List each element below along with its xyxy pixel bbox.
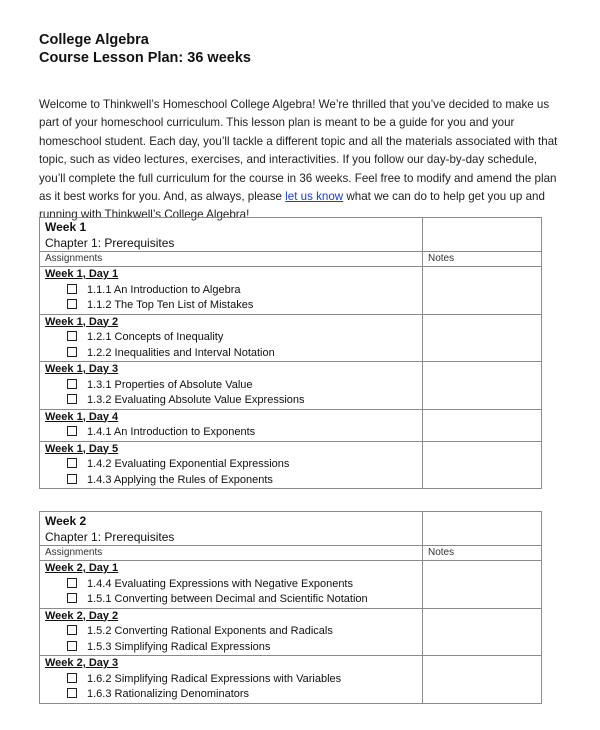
notes-cell[interactable]: [423, 608, 542, 656]
notes-cell[interactable]: [423, 409, 542, 441]
day-cell: [40, 314, 423, 362]
day-cell: [40, 561, 423, 609]
assignment-item: [45, 425, 417, 441]
notes-cell[interactable]: [423, 218, 542, 252]
intro-paragraph: [39, 96, 559, 225]
assignment-label: 1.3.2 Evaluating Absolute Value Expressions: [87, 394, 305, 406]
checkbox-icon[interactable]: [67, 331, 77, 341]
checkbox-icon[interactable]: [67, 394, 77, 404]
day-label: Week 1, Day 5: [45, 442, 119, 455]
checkbox-icon[interactable]: [67, 474, 77, 484]
assignment-label: 1.5.2 Converting Rational Exponents and Radicals: [87, 625, 333, 637]
assignment-item: [45, 577, 417, 593]
document-subtitle: Course Lesson Plan: 36 weeks: [39, 50, 251, 66]
day-label: Week 1, Day 1: [45, 268, 119, 280]
assignment-item: [45, 330, 417, 346]
checkbox-icon[interactable]: [67, 641, 77, 651]
assignment-item: [45, 298, 417, 314]
day-cell: [40, 409, 423, 441]
assignment-label: 1.6.3 Rationalizing Denominators: [87, 688, 250, 700]
week-1-table: [39, 217, 542, 489]
notes-cell[interactable]: [423, 656, 542, 704]
assignment-label: 1.1.1 An Introduction to Algebra: [87, 283, 241, 296]
week-header-cell: [40, 512, 423, 546]
day-label: Week 1, Day 4: [45, 410, 119, 423]
assignment-item: [45, 687, 417, 703]
day-label: Week 1, Day 2: [45, 315, 119, 328]
day-cell: [40, 267, 423, 315]
assignments-header: Assignments: [40, 546, 423, 561]
day-cell: [40, 362, 423, 410]
assignment-label: 1.4.4 Evaluating Expressions with Negative Exponents: [87, 577, 353, 590]
checkbox-icon[interactable]: [67, 673, 77, 683]
day-cell: [40, 656, 423, 704]
checkbox-icon[interactable]: [67, 426, 77, 436]
notes-cell[interactable]: [423, 512, 542, 546]
assignment-label: 1.5.3 Simplifying Radical Expressions: [87, 640, 271, 653]
assignment-label: 1.6.2 Simplifying Radical Expressions with Variables: [87, 672, 342, 685]
day-label: Week 2, Day 1: [45, 562, 119, 574]
notes-header: Notes: [423, 546, 542, 561]
assignment-item: [45, 283, 417, 299]
chapter-label: Chapter 1: Prerequisites: [45, 530, 175, 544]
checkbox-icon[interactable]: [67, 379, 77, 389]
assignment-label: 1.4.2 Evaluating Exponential Expressions: [87, 458, 290, 470]
week-label: Week 2: [45, 514, 87, 528]
notes-cell[interactable]: [423, 561, 542, 609]
notes-cell[interactable]: [423, 362, 542, 410]
assignment-label: 1.2.1 Concepts of Inequality: [87, 331, 224, 343]
day-cell: [40, 441, 423, 489]
checkbox-icon[interactable]: [67, 593, 77, 603]
assignment-item: [45, 346, 417, 362]
document-title: College Algebra: [39, 32, 149, 48]
day-label: Week 2, Day 2: [45, 609, 119, 622]
checkbox-icon[interactable]: [67, 688, 77, 698]
checkbox-icon[interactable]: [67, 284, 77, 294]
day-cell: [40, 608, 423, 656]
week-2-table: [39, 511, 542, 704]
checkbox-icon[interactable]: [67, 299, 77, 309]
week-header-cell: [40, 218, 423, 252]
assignment-item: [45, 672, 417, 688]
checkbox-icon[interactable]: [67, 578, 77, 588]
assignment-label: 1.4.3 Applying the Rules of Exponents: [87, 473, 273, 486]
assignment-label: 1.5.1 Converting between Decimal and Scientific Notation: [87, 593, 368, 605]
week-label: Week 1: [45, 220, 87, 234]
assignments-header: Assignments: [40, 252, 423, 267]
checkbox-icon[interactable]: [67, 625, 77, 635]
checkbox-icon[interactable]: [67, 347, 77, 357]
assignment-item: [45, 640, 417, 656]
assignment-item: [45, 457, 417, 473]
assignment-label: 1.4.1 An Introduction to Exponents: [87, 426, 256, 438]
assignment-item: [45, 624, 417, 640]
notes-cell[interactable]: [423, 441, 542, 489]
assignment-item: [45, 592, 417, 608]
day-label: Week 2, Day 3: [45, 657, 119, 669]
contact-link[interactable]: let us know: [285, 190, 344, 204]
assignment-label: 1.2.2 Inequalities and Interval Notation: [87, 346, 275, 359]
notes-cell[interactable]: [423, 314, 542, 362]
assignment-label: 1.1.2 The Top Ten List of Mistakes: [87, 299, 254, 311]
notes-header: Notes: [423, 252, 542, 267]
intro-text-end: what we can do to help get you up and running with Thinkwell’s College Algebra!: [39, 190, 545, 222]
chapter-label: Chapter 1: Prerequisites: [45, 236, 175, 250]
assignment-label: 1.3.1 Properties of Absolute Value: [87, 378, 253, 391]
notes-cell[interactable]: [423, 267, 542, 315]
assignment-item: [45, 393, 417, 409]
assignment-item: [45, 473, 417, 489]
intro-text: Welcome to Thinkwell’s Homeschool College Algebra! We’re thrilled that you’ve decided to make us part of your homeschool curriculum. This lesson plan is meant to be a guide for you and your homeschool student. Each day, you’ll tackle a different topic and all the materials associated with that topic, such as video lectures, exercises, and interactivities. If you follow our day-by-day schedule, you’ll complete the full curriculum for the course in 36 weeks. Feel free to modify and amend the plan as it best works for you. And, as always, please: [39, 98, 558, 204]
assignment-item: [45, 378, 417, 394]
day-label: Week 1, Day 3: [45, 363, 119, 375]
checkbox-icon[interactable]: [67, 458, 77, 468]
